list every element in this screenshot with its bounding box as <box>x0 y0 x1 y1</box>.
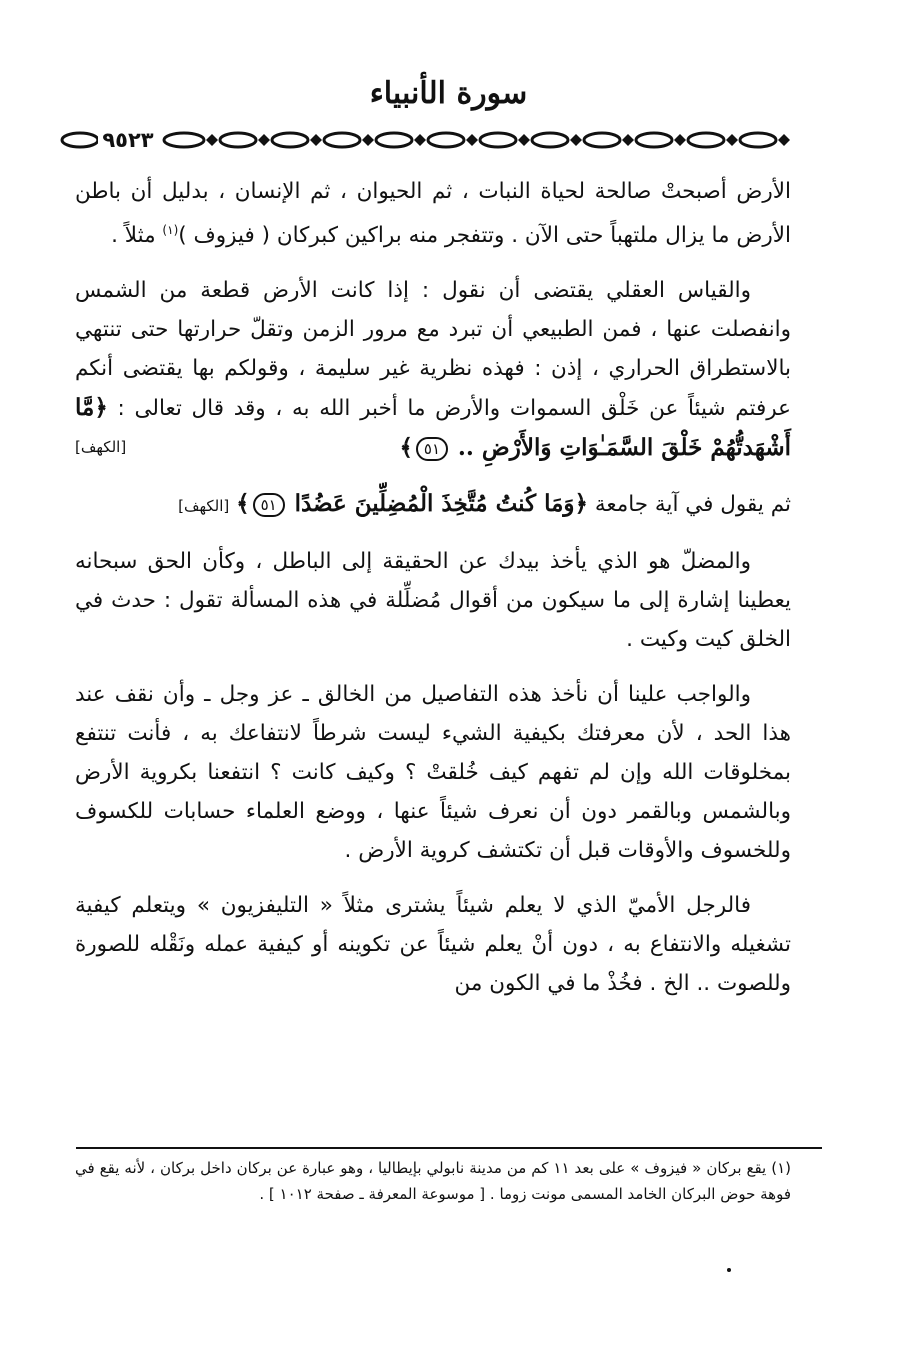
verse-close-bracket-2: ﴾ <box>236 490 250 518</box>
paragraph-2-text: والقياس العقلي يقتضى أن نقول : إذا كانت الأرض قطعة من الشمس وانفصلت عنها ، فمن الطبيعي أن تبرد مع مرور الزمن وتقلّ حرارتها حتى تنتهي بالاستطراق الحراري ، إذن : فهذه نظرية غير سليمة ، وقولكم بها يقتضى أنكم عرفتم شيئاً عن خَلْق السموات والأرض ما أخبر الله به ، وقد قال تعالى : <box>75 278 791 422</box>
footnote-divider <box>76 1147 822 1149</box>
header-ornament-border <box>58 124 820 156</box>
chain-diamond <box>206 134 218 146</box>
verse-number-2: ٥١ <box>253 493 285 517</box>
paragraph-6-text: فالرجل الأميّ الذي لا يعلم شيئاً يشترى مثلاً « التليفزيون » ويتعلم كيفية تشغيله والانتفاع به ، دون أنْ يعلم شيئاً عن تكوينه أو كيفية عمله ونَقْله للصورة وللصوت .. الخ . فخُذْ ما في الكون من <box>75 893 791 997</box>
paragraph-2 <box>75 271 791 468</box>
verse-number-1: ٥١ <box>416 437 448 461</box>
chain-link <box>636 133 672 147</box>
chain-ornament <box>58 124 820 156</box>
page-speck <box>727 1268 731 1272</box>
chain-diamond <box>466 134 478 146</box>
chain-diamond <box>726 134 738 146</box>
footnote: (١) يقع بركان « فيزوف » على بعد ١١ كم من مدينة نابولي بإيطاليا ، وهو عبارة عن بركان داخل بركان ، لأنه يقع في فوهة حوض البركان الخامد المسمى مونت زوما . [ موسوعة المعرفة ـ صفحة ١٠١٢ ] . <box>75 1159 791 1203</box>
chain-link <box>428 133 464 147</box>
footnote-ref: (١) <box>162 223 179 237</box>
surah-reference-2: [الكهف] <box>178 497 230 516</box>
chain-link <box>584 133 620 147</box>
paragraph-4-text: والمضلّ هو الذي يأخذ بيدك عن الحقيقة إلى الباطل ، وكأن الحق سبحانه يعطينا إشارة إلى ما سيكون من أقوال مُضلِّلة في هذه المسألة تقول : حدث في الخلق كيت وكيت . <box>75 549 791 653</box>
surah-title: سورة الأنبياء <box>369 76 528 111</box>
chain-link <box>220 133 256 147</box>
chain-diamond <box>414 134 426 146</box>
chain-diamond <box>570 134 582 146</box>
chain-link <box>164 133 204 147</box>
quran-verse-2: ﴿وَمَا كُنتُ مُتَّخِذَ الْمُضِلِّينَ عَضُدًا <box>294 490 588 518</box>
paragraph-5 <box>75 675 791 870</box>
paragraph-1-text: الأرض أصبحتْ صالحة لحياة النبات ، ثم الحيوان ، ثم الإنسان ، بدليل أن باطن الأرض ما يزال ملتهباً حتى الآن . وتتفجر منه براكين كبركان ( فيزوف ) <box>75 179 791 249</box>
chain-link <box>324 133 360 147</box>
chain-diamond <box>674 134 686 146</box>
chain-diamond <box>310 134 322 146</box>
verse-close-bracket-1: ﴾ <box>399 434 413 462</box>
chain-link <box>272 133 308 147</box>
surah-reference-1: [الكهف] <box>75 438 127 457</box>
paragraph-6 <box>75 886 791 1003</box>
quran-verse-1: ﴿مَّا أَشْهَدتُّهُمْ خَلْقَ السَّمَـٰوَاتِ وَالأَرْضِ .. <box>75 394 791 462</box>
chain-link <box>740 133 776 147</box>
chain-diamond <box>258 134 270 146</box>
chain-link <box>480 133 516 147</box>
chain-diamond <box>362 134 374 146</box>
chain-link <box>376 133 412 147</box>
chain-diamond <box>622 134 634 146</box>
paragraph-1-end: مثلاً . <box>111 223 163 249</box>
paragraph-3 <box>75 484 791 526</box>
chain-diamond <box>778 134 790 146</box>
chain-diamond <box>518 134 530 146</box>
page-number: ٩٥٢٣ <box>98 124 158 156</box>
chain-link <box>532 133 568 147</box>
paragraph-1 <box>75 172 791 255</box>
paragraph-4 <box>75 542 791 659</box>
chain-link <box>688 133 724 147</box>
paragraph-5-text: والواجب علينا أن نأخذ هذه التفاصيل من الخالق ـ عز وجل ـ وأن نقف عند هذا الحد ، لأن معرفتك بكيفية الشيء ليست شرطاً لانتفاعك به ، فأنت تنتفع بمخلوقات الله وإن لم تفهم كيف خُلقتْ ؟ وكيف كانت ؟ انتفعنا بكروية الأرض وبالشمس وبالقمر دون أن نعرف شيئاً عنها ، ووضع العلماء حسابات للكسوف وللخسوف والأوقات قبل أن تكتشف كروية الأرض . <box>75 682 791 864</box>
paragraph-3-text: ثم يقول في آية جامعة <box>594 492 791 518</box>
body-text <box>75 172 791 1019</box>
chain-link <box>62 133 98 147</box>
